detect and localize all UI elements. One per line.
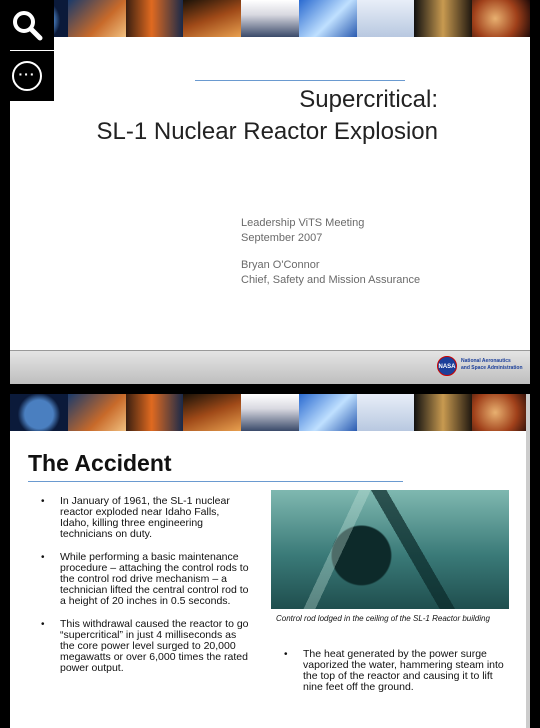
agency-name bbox=[461, 358, 523, 372]
banner-image bbox=[414, 394, 472, 431]
banner-image bbox=[299, 0, 357, 37]
slide-2 bbox=[10, 394, 530, 728]
meeting-name: Leadership ViTS Meeting bbox=[241, 217, 365, 229]
banner-image bbox=[68, 0, 126, 37]
bullet-item: • The heat generated by the power surge vaporized the water, hammering steam into the top of the reactor and causing it to lift nine feet off the ground. bbox=[281, 649, 511, 693]
banner-image bbox=[357, 394, 415, 431]
slide-1 bbox=[10, 0, 530, 384]
banner-image bbox=[68, 394, 126, 431]
control-rod-photo bbox=[271, 490, 509, 609]
photo-caption: Control rod lodged in the ceiling of the SL-1 Reactor building bbox=[276, 614, 490, 623]
title-line-2: SL-1 Nuclear Reactor Explosion bbox=[96, 118, 438, 145]
divider-line bbox=[28, 481, 403, 482]
banner-image bbox=[10, 394, 68, 431]
meeting-date: September 2007 bbox=[241, 232, 323, 244]
banner-image bbox=[414, 0, 472, 37]
search-icon bbox=[10, 8, 44, 42]
banner-image bbox=[126, 394, 184, 431]
slide-edge bbox=[526, 394, 530, 728]
banner-image bbox=[126, 0, 184, 37]
banner-image bbox=[299, 394, 357, 431]
slide-banner-images bbox=[10, 394, 530, 431]
bullet-item: • This withdrawal caused the reactor to go “supercritical” in just 4 milliseconds as the core power level surged to 20,000 megawatts or over 6,000 times the rated power output. bbox=[38, 619, 250, 674]
banner-image bbox=[357, 0, 415, 37]
banner-image bbox=[241, 394, 299, 431]
slide-title bbox=[97, 84, 439, 148]
agency-line-2: and Space Administration bbox=[461, 365, 523, 371]
banner-image bbox=[183, 394, 241, 431]
banner-image bbox=[183, 0, 241, 37]
bullet-list-left bbox=[38, 496, 250, 686]
bullet-item: • While performing a basic maintenance procedure – attaching the control rods to the control rod drive mechanism – a technician lifted the central control rod to a height of 20 inches in 0.5 seconds. bbox=[38, 552, 250, 607]
more-options-icon: ··· bbox=[12, 61, 42, 91]
slide-title: The Accident bbox=[28, 450, 172, 476]
search-button[interactable] bbox=[0, 0, 54, 50]
slide-banner-images bbox=[10, 0, 530, 37]
banner-image bbox=[472, 0, 530, 37]
bullet-item: • In January of 1961, the SL-1 nuclear reactor exploded near Idaho Falls, Idaho, killing three engineering technicians on duty. bbox=[38, 496, 250, 540]
divider-line bbox=[195, 80, 405, 81]
presenter-name: Bryan O'Connor bbox=[241, 259, 320, 271]
more-options-button[interactable] bbox=[0, 51, 54, 101]
presenter-role: Chief, Safety and Mission Assurance bbox=[241, 274, 421, 286]
nasa-logo-icon: NASA bbox=[437, 356, 457, 376]
title-line-1: Supercritical: bbox=[299, 86, 438, 113]
banner-image bbox=[472, 394, 530, 431]
banner-image bbox=[241, 0, 299, 37]
agency-line-1: National Aeronautics bbox=[461, 358, 511, 364]
bullet-list-right bbox=[281, 649, 511, 705]
